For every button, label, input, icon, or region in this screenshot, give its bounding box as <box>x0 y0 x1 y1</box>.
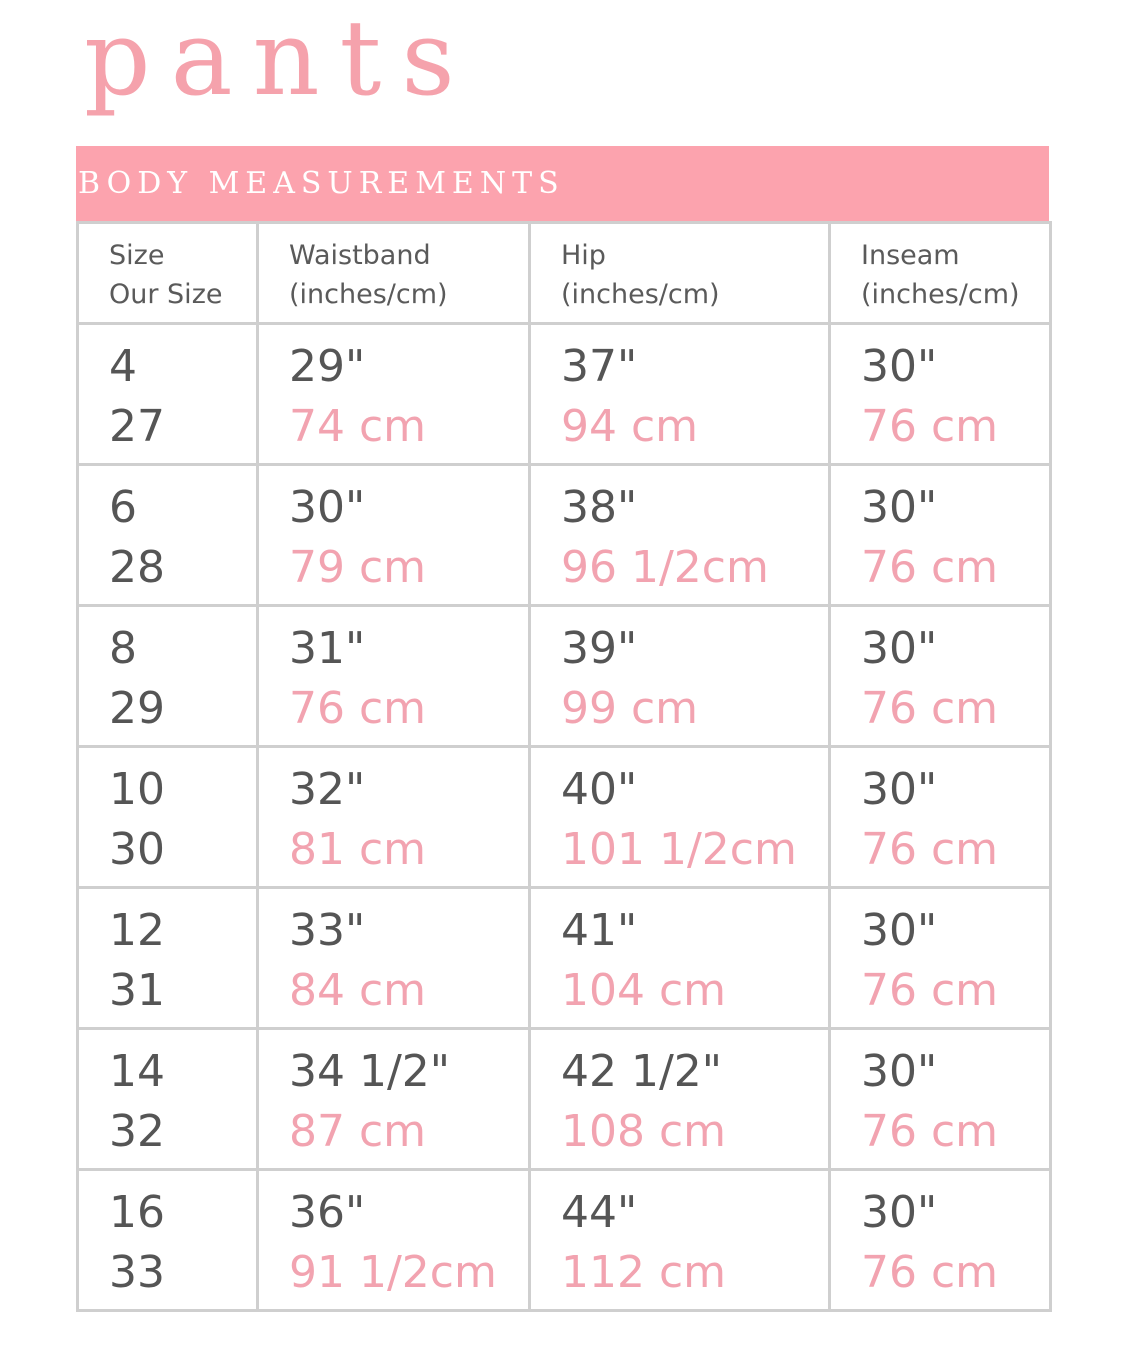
table-row <box>78 1029 1051 1170</box>
size-value: 16 <box>109 1187 165 1238</box>
hip-inches: 41" <box>561 905 638 956</box>
waistband-inches: 29" <box>289 341 366 392</box>
inseam-cell <box>830 747 1051 888</box>
inseam-inches: 30" <box>861 1187 938 1238</box>
inseam-inches: 30" <box>861 1046 938 1097</box>
size-cell <box>78 888 258 1029</box>
hip-inches: 39" <box>561 623 638 674</box>
hip-cell <box>530 1170 830 1311</box>
waistband-cm: 76 cm <box>289 683 427 734</box>
hip-cm: 94 cm <box>561 401 699 452</box>
size-cell <box>78 1029 258 1170</box>
inseam-cm: 76 cm <box>861 542 999 593</box>
hip-cm: 96 1/2cm <box>561 542 769 593</box>
hip-inches: 37" <box>561 341 638 392</box>
size-cell <box>78 606 258 747</box>
size-value: 4 <box>109 341 137 392</box>
hip-inches: 42 1/2" <box>561 1046 723 1097</box>
waistband-inches: 30" <box>289 482 366 533</box>
size-cell <box>78 324 258 465</box>
our-size-value: 33 <box>109 1247 165 1298</box>
waistband-cm: 84 cm <box>289 965 427 1016</box>
size-chart-table <box>76 221 1052 1312</box>
waistband-cell <box>258 1029 530 1170</box>
inseam-cell <box>830 888 1051 1029</box>
hip-cell <box>530 324 830 465</box>
waistband-cell <box>258 747 530 888</box>
hip-cm: 108 cm <box>561 1106 727 1157</box>
inseam-cm: 76 cm <box>861 683 999 734</box>
table-row <box>78 324 1051 465</box>
inseam-cm: 76 cm <box>861 401 999 452</box>
hip-cm: 104 cm <box>561 965 727 1016</box>
hip-inches: 38" <box>561 482 638 533</box>
header-hip <box>530 223 830 324</box>
inseam-inches: 30" <box>861 623 938 674</box>
inseam-cell <box>830 324 1051 465</box>
waistband-cell <box>258 606 530 747</box>
our-size-value: 32 <box>109 1106 165 1157</box>
size-cell <box>78 747 258 888</box>
inseam-inches: 30" <box>861 482 938 533</box>
size-cell <box>78 465 258 606</box>
waistband-cell <box>258 465 530 606</box>
header-inseam <box>830 223 1051 324</box>
hip-cell <box>530 888 830 1029</box>
inseam-cm: 76 cm <box>861 965 999 1016</box>
size-value: 8 <box>109 623 137 674</box>
size-value: 6 <box>109 482 137 533</box>
our-size-value: 31 <box>109 965 165 1016</box>
our-size-value: 29 <box>109 683 165 734</box>
hip-inches: 40" <box>561 764 638 815</box>
waistband-inches: 34 1/2" <box>289 1046 451 1097</box>
waistband-cm: 87 cm <box>289 1106 427 1157</box>
waistband-cm: 74 cm <box>289 401 427 452</box>
waistband-inches: 36" <box>289 1187 366 1238</box>
header-waistband-line2: (inches/cm) <box>289 279 448 310</box>
our-size-value: 27 <box>109 401 165 452</box>
waistband-inches: 32" <box>289 764 366 815</box>
hip-cell <box>530 747 830 888</box>
waistband-inches: 31" <box>289 623 366 674</box>
header-size <box>78 223 258 324</box>
size-cell <box>78 1170 258 1311</box>
table-row <box>78 465 1051 606</box>
hip-cell <box>530 465 830 606</box>
waistband-cm: 79 cm <box>289 542 427 593</box>
hip-cm: 99 cm <box>561 683 699 734</box>
inseam-cell <box>830 465 1051 606</box>
header-size-line2: Our Size <box>109 279 223 310</box>
hip-cell <box>530 1029 830 1170</box>
table-row <box>78 606 1051 747</box>
header-hip-line1: Hip <box>561 240 606 271</box>
section-banner: BODY MEASUREMENTS <box>76 146 1049 221</box>
hip-cm: 112 cm <box>561 1247 727 1298</box>
table-row <box>78 888 1051 1029</box>
inseam-inches: 30" <box>861 905 938 956</box>
inseam-cell <box>830 606 1051 747</box>
table-row <box>78 1170 1051 1311</box>
inseam-cm: 76 cm <box>861 824 999 875</box>
table-body <box>78 324 1051 1311</box>
table-row <box>78 747 1051 888</box>
header-waistband-line1: Waistband <box>289 240 431 271</box>
header-waistband <box>258 223 530 324</box>
waistband-cm: 91 1/2cm <box>289 1247 497 1298</box>
waistband-cell <box>258 324 530 465</box>
size-value: 10 <box>109 764 165 815</box>
header-hip-line2: (inches/cm) <box>561 279 720 310</box>
waistband-cell <box>258 1170 530 1311</box>
inseam-cm: 76 cm <box>861 1247 999 1298</box>
waistband-cell <box>258 888 530 1029</box>
header-size-line1: Size <box>109 240 165 271</box>
hip-inches: 44" <box>561 1187 638 1238</box>
inseam-cell <box>830 1029 1051 1170</box>
size-value: 12 <box>109 905 165 956</box>
our-size-value: 30 <box>109 824 165 875</box>
our-size-value: 28 <box>109 542 165 593</box>
header-inseam-line1: Inseam <box>861 240 960 271</box>
size-value: 14 <box>109 1046 165 1097</box>
inseam-inches: 30" <box>861 764 938 815</box>
hip-cell <box>530 606 830 747</box>
waistband-inches: 33" <box>289 905 366 956</box>
inseam-cell <box>830 1170 1051 1311</box>
table-header-row <box>78 223 1051 324</box>
waistband-cm: 81 cm <box>289 824 427 875</box>
header-inseam-line2: (inches/cm) <box>861 279 1020 310</box>
hip-cm: 101 1/2cm <box>561 824 797 875</box>
page-title: pants <box>84 0 475 119</box>
inseam-inches: 30" <box>861 341 938 392</box>
inseam-cm: 76 cm <box>861 1106 999 1157</box>
